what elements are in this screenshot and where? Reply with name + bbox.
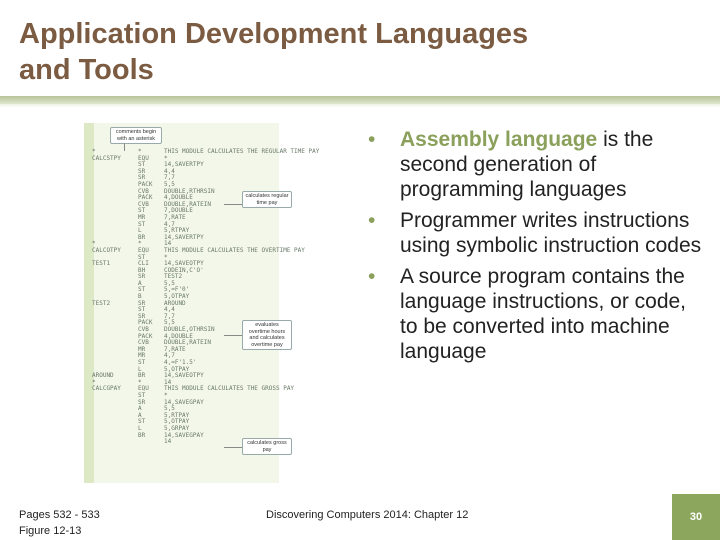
bullet-marker: • [368,209,376,232]
page-number: 30 [689,511,703,523]
bullet-text: is the second generation of programming languages [400,128,654,201]
bullet-item [364,264,704,364]
callout-arrow [224,204,242,205]
footer-reference [19,507,100,539]
bullet-item [364,127,704,202]
assembly-code-figure [84,123,320,483]
callout-arrow [124,143,125,151]
title-divider [0,96,720,104]
title-divider-shadow [0,104,720,108]
footer-book-title: Discovering Computers 2014: Chapter 12 [266,509,469,521]
footer-figure: Figure 12-13 [19,525,82,537]
callout-overtime-pay: evaluates overtime hours and calculates overtime pay [242,320,292,350]
bullet-marker: • [368,128,376,151]
callout-regular-pay: calculates regular time pay [242,191,292,208]
callout-arrow [224,335,242,336]
bullet-text: A source program contains the language instructions, or code, to be converted into machine language [400,265,687,363]
slide-title-line-1: Application Development Languages [19,18,529,50]
bullet-list [364,127,704,370]
bullet-marker: • [368,265,376,288]
bullet-item [364,208,704,258]
callout-comments: comments begin with an asterisk [110,127,162,144]
callout-arrow [224,447,242,448]
bullet-text: Programmer writes instructions using symbolic instruction codes [400,209,702,257]
slide-title-line-2: and Tools [19,54,154,86]
slide-title [19,16,639,88]
code-operations-column: * EQU ST SR SR PACK CVB PACK CVB ST MR ST L BR * EQU ST CLI BH SR A ST B SR ST SR PACK CVB PACK CVB MR MR ST L BR * EQU ST SR A A ST L BR [138,148,153,439]
page-number-badge [672,494,720,540]
bullet-highlight: Assembly language [400,128,598,151]
code-operands-column: THIS MODULE CALCULATES THE REGULAR TIME PAY * 14,SAVERTPY 4,4 7,7 5,5 DOUBLE,RTHRSIN 4,DOUBLE DOUBLE,RATEIN 7,DOUBLE 7,RATE 4,7 5,RTPAY 14,SAVERTPY 14 THIS MODULE CALCULATES THE OVERTIME PAY * 14,SAVEOTPY CODEIN,C'O' TEST2 5,5 5,=F'0' 5,OTPAY AROUND 4,4 7,7 5,5 DOUBLE,OTHRSIN 4,DOUBLE DOUBLE,RATEIN 7,RATE 4,7 4,=F'1.5' 5,OTPAY 14,SAVEOTPY 14 THIS MODULE CALCULATES THE GROSS PAY * 14,SAVEGPAY 5,5 5,RTPAY 5,OTPAY 5,GRPAY 14,SAVEGPAY 14 [164,148,320,446]
code-labels-column: * CALCSTPY * CALCOTPY TEST1 TEST2 AROUND * CALCGPAY [92,148,121,393]
callout-gross-pay: calculates gross pay [242,438,292,455]
footer-pages: Pages 532 - 533 [19,509,100,521]
